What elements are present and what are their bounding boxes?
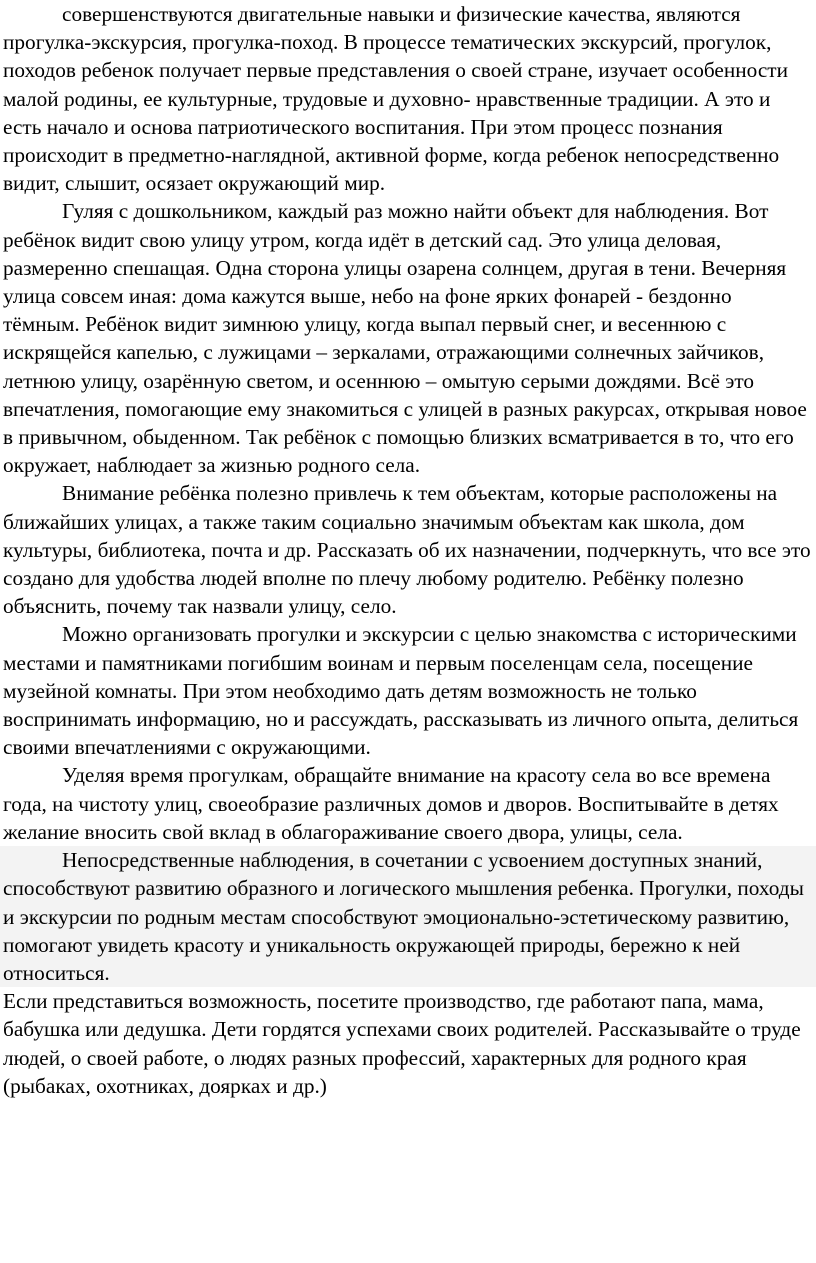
paragraph-2: Гуляя с дошкольником, каждый раз можно найти объект для наблюдения. Вот ребёнок видит свою улицу утром, когда идёт в детский сад. Это улица деловая, размеренно спешащая. Одна сторона улицы озарена солнцем, другая в тени. Вечерняя улица совсем иная: дома кажутся выше, небо на фоне ярких фонарей - бездонно тёмным. Ребёнок видит зимнюю улицу, когда выпал первый снег, и весеннюю с искрящейся капелью, с лужицами – зеркалами, отражающими солнечных зайчиков, летнюю улицу, озарённую светом, и осеннюю – омытую серыми дождями. Всё это впечатления, помогающие ему знакомиться с улицей в разных ракурсах, открывая новое в привычном, обыденном. Так ребёнок с помощью близких всматривается в то, что его окружает, наблюдает за жизнью родного села.: [3, 199, 807, 478]
paragraph-3: Внимание ребёнка полезно привлечь к тем объектам, которые расположены на ближайших улицах, а также таким социально значимым объектам как школа, дом культуры, библиотека, почта и др. Рассказать об их назначении, подчеркнуть, что все это создано для удобства людей вполне по плечу любому родителю. Ребёнку полезно объяснить, почему так назвали улицу, село.: [3, 481, 811, 619]
paragraph-7: Если представиться возможность, посетите производство, где работают папа, мама, бабушка или дедушка. Дети гордятся успехами своих родителей. Рассказывайте о труде людей, о своей работе, о людях разных профессий, характерных для родного края (рыбаках, охотниках, доярках и др.): [3, 989, 801, 1098]
paragraph-4: Можно организовать прогулки и экскурсии с целью знакомства с историческими местами и памятниками погибшим воинам и первым поселенцам села, посещение музейной комнаты. При этом необходимо дать детям возможность не только воспринимать информацию, но и рассуждать, рассказывать из личного опыта, делиться своими впечатлениями с окружающими.: [3, 622, 799, 760]
paragraph-1: совершенствуются двигательные навыки и физические качества, являются прогулка-экскурсия, прогулка-поход. В процессе тематических экскурсий, прогулок, походов ребенок получает первые представления о своей стране, изучает особенности малой родины, ее культурные, трудовые и духовно- нравственные традиции. А это и есть начало и основа патриотического воспитания. При этом процесс познания происходит в предметно-наглядной, активной форме, когда ребенок непосредственно видит, слышит, осязает окружающий мир.: [3, 2, 789, 196]
paragraph-5: Уделяя время прогулкам, обращайте внимание на красоту села во все времена года, на чистоту улиц, своеобразие различных домов и дворов. Воспитывайте в детях желание вносить свой вклад в облагораживание своего двора, улицы, села.: [3, 763, 779, 844]
paragraph-6: Непосредственные наблюдения, в сочетании с усвоением доступных знаний, способствуют развитию образного и логического мышления ребенка. Прогулки, походы и экскурсии по родным местам способствуют эмоционально-эстетическому развитию, помогают увидеть красоту и уникальность окружающей природы, бережно к ней относиться.: [0, 846, 816, 987]
